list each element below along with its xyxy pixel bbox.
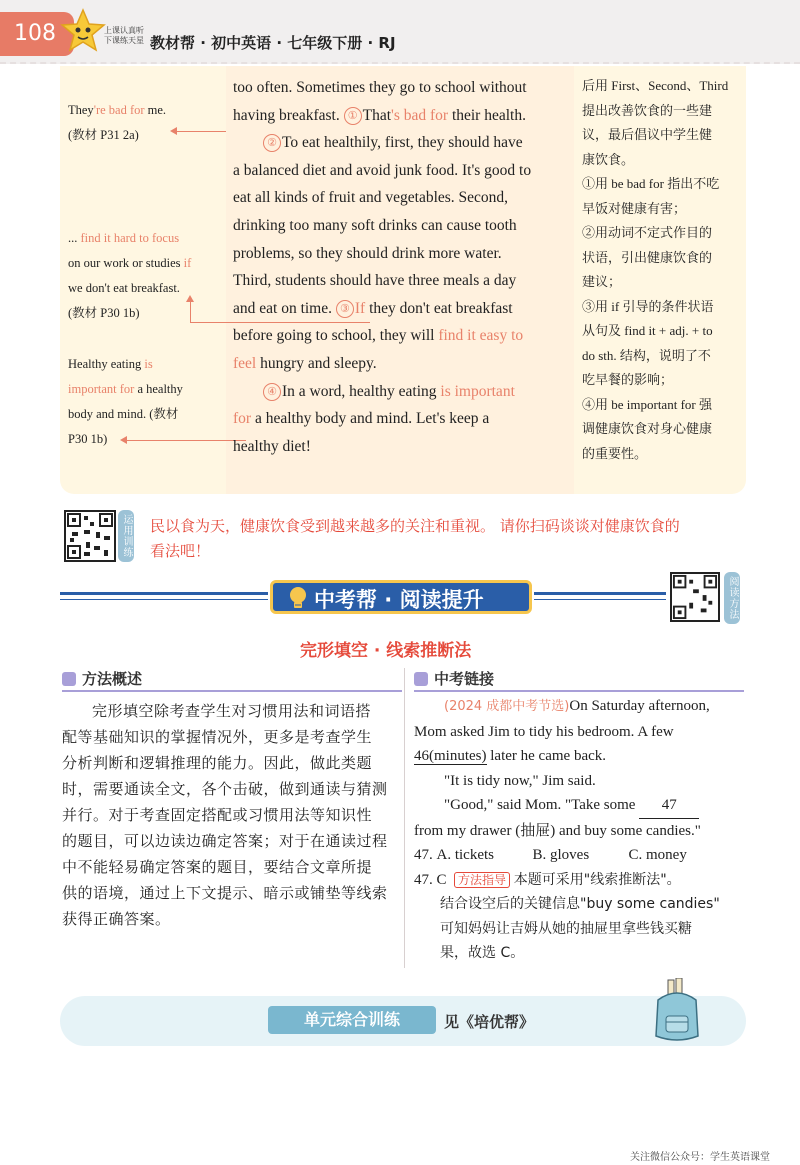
analysis-note-line: 后用 First、Second、Third (582, 78, 729, 93)
footer-note: 关注微信公众号：学生英语课堂 (630, 1152, 770, 1163)
scan-prompt-text: 民以食为天，健康饮食受到越来越多的关注和重视。 请你扫码谈谈对健康饮食的 看法吧！ (150, 517, 680, 560)
method-heading: 方法概述 (82, 670, 143, 688)
page-number: 108 (0, 12, 74, 56)
divider (414, 690, 744, 692)
method-line: 的题目，可以边读边确定答案；对于在通读过程 (62, 832, 388, 850)
slogan: 上课认真听 下课练天星 (104, 26, 144, 45)
section-subtitle: 完形填空 · 线索推断法 (300, 641, 472, 661)
analysis-note-line: 建议； (582, 274, 622, 289)
backpack-icon (646, 978, 708, 1044)
margin-note-3: Healthy eating is important for a healthy body and mind. (教材 P30 1b) (68, 357, 183, 446)
qr-label: 运用训练 (118, 510, 134, 562)
section-title: 中考帮 · 阅读提升 (314, 588, 484, 612)
analysis-note-line: 吃早餐的影响； (582, 372, 674, 387)
arrow-line (190, 300, 191, 322)
method-line: 供的语境，通过上下文提示、暗示或铺垫等线索 (62, 884, 388, 902)
method-body (62, 698, 400, 932)
analysis-note-line: 提出改善饮食的一些建 (582, 102, 713, 118)
arrow-left-icon (120, 436, 127, 444)
analysis-note-line: ③用 if 引导的条件状语 (582, 298, 714, 314)
analysis-note-line: ④用 be important for 强 (582, 396, 712, 412)
book-title: 教材帮 · 初中英语 · 七年级下册 · RJ (150, 34, 396, 52)
analysis-note-line: 早饭对健康有害； (582, 200, 687, 216)
star-mascot-icon (60, 8, 106, 54)
unit-training-ref: 见《培优帮》 (444, 1013, 535, 1031)
divider (534, 592, 666, 595)
section-mark-icon (62, 672, 76, 686)
analysis-note-line: ②用动词不定式作目的 (582, 225, 713, 240)
divider (534, 599, 666, 600)
link-icon (414, 672, 428, 686)
column-divider (404, 668, 405, 968)
method-line: 并行。对于考查固定搭配或习惯用法等知识性 (62, 806, 373, 824)
analysis-note-line: ①用 be bad for 指出不吃 (582, 176, 720, 191)
divider (60, 599, 268, 600)
qr-code-icon[interactable] (64, 510, 116, 562)
tip-badge: 方法指导 (454, 872, 510, 888)
method-line: 获得正确答案。 (62, 910, 171, 928)
analysis-note-line: 康饮食。 (582, 151, 635, 167)
margin-note-1: They're bad for me. (教材 P31 2a) (68, 103, 167, 142)
arrow-left-icon (170, 127, 177, 135)
exam-passage: (2024 成都中考节选)On Saturday afternoon, Mom asked Jim to tidy his bedroom. A few 46(minutes) later he came back. "It is tidy now," Jim said. "Good," said Mom. "Take some 47 from my drawer (抽屉) and buy some candies." 47. A. tickets B. gloves C. money 47. C 方法指导 本题可采用"线索推断法"。 结合设空后的关键信息"buy some candies" 可知妈妈让吉姆从她的抽屉里拿些钱买糖 果，故选 C。 (414, 698, 720, 961)
divider (62, 690, 402, 692)
lightbulb-icon (288, 586, 308, 610)
divider (60, 592, 268, 595)
analysis-note-line: 状语，引出健康饮食的 (582, 249, 713, 265)
analysis-note-line: 的重要性。 (582, 445, 648, 461)
qr-label: 阅读方法 (724, 572, 740, 624)
method-line: 时，需要通读全文，各个击破，做到通读与猜测 (62, 780, 388, 798)
passage-text: too often. Sometimes they go to school without having breakfast. ① That's bad for their health. ② To eat healthily, first, they should have a balanced diet and avoid junk food. It's good to eat all kinds of fruit and vegetables. Second, drinking too many soft drinks can cause tooth problems, so they should drink more water. Third, students should have three meals a day and eat on time. ③ If they don't eat breakfast before going to school, they will find it easy to feel hungry and sleepy. ④ In a word, healthy eating is important for a healthy body and mind. Let's keep a healthy diet! (233, 79, 532, 455)
arrow-line (176, 131, 226, 132)
link-heading: 中考链接 (434, 670, 495, 688)
qr-code-icon[interactable] (670, 572, 720, 622)
analysis-note-line: 调健康饮食对身心健康 (582, 421, 713, 436)
method-line: 配等基础知识的掌握情况外，更多是考查学生 (62, 728, 373, 746)
arrow-line (126, 440, 246, 441)
arrow-up-icon (186, 295, 194, 302)
method-line: 分析判断和逻辑推理的能力。因此，做此类题 (62, 754, 373, 772)
method-line: 中不能轻易确定答案的题目，要结合文章所提 (62, 858, 373, 876)
analysis-note-line: 从句及 find it + adj. + to (582, 323, 713, 338)
margin-note-2: ... find it hard to focus on our work or studies if we don't eat breakfast. (教材 P30 1b) (68, 231, 192, 320)
analysis-note-line: do sth. 结构，说明了不 (582, 347, 711, 363)
analysis-notes (582, 74, 742, 466)
unit-training-tag: 单元综合训练 (268, 1006, 436, 1034)
method-line: 完形填空除考查学生对习惯用法和词语搭 (92, 702, 372, 720)
analysis-note-line: 议，最后倡议中学生健 (582, 127, 713, 142)
